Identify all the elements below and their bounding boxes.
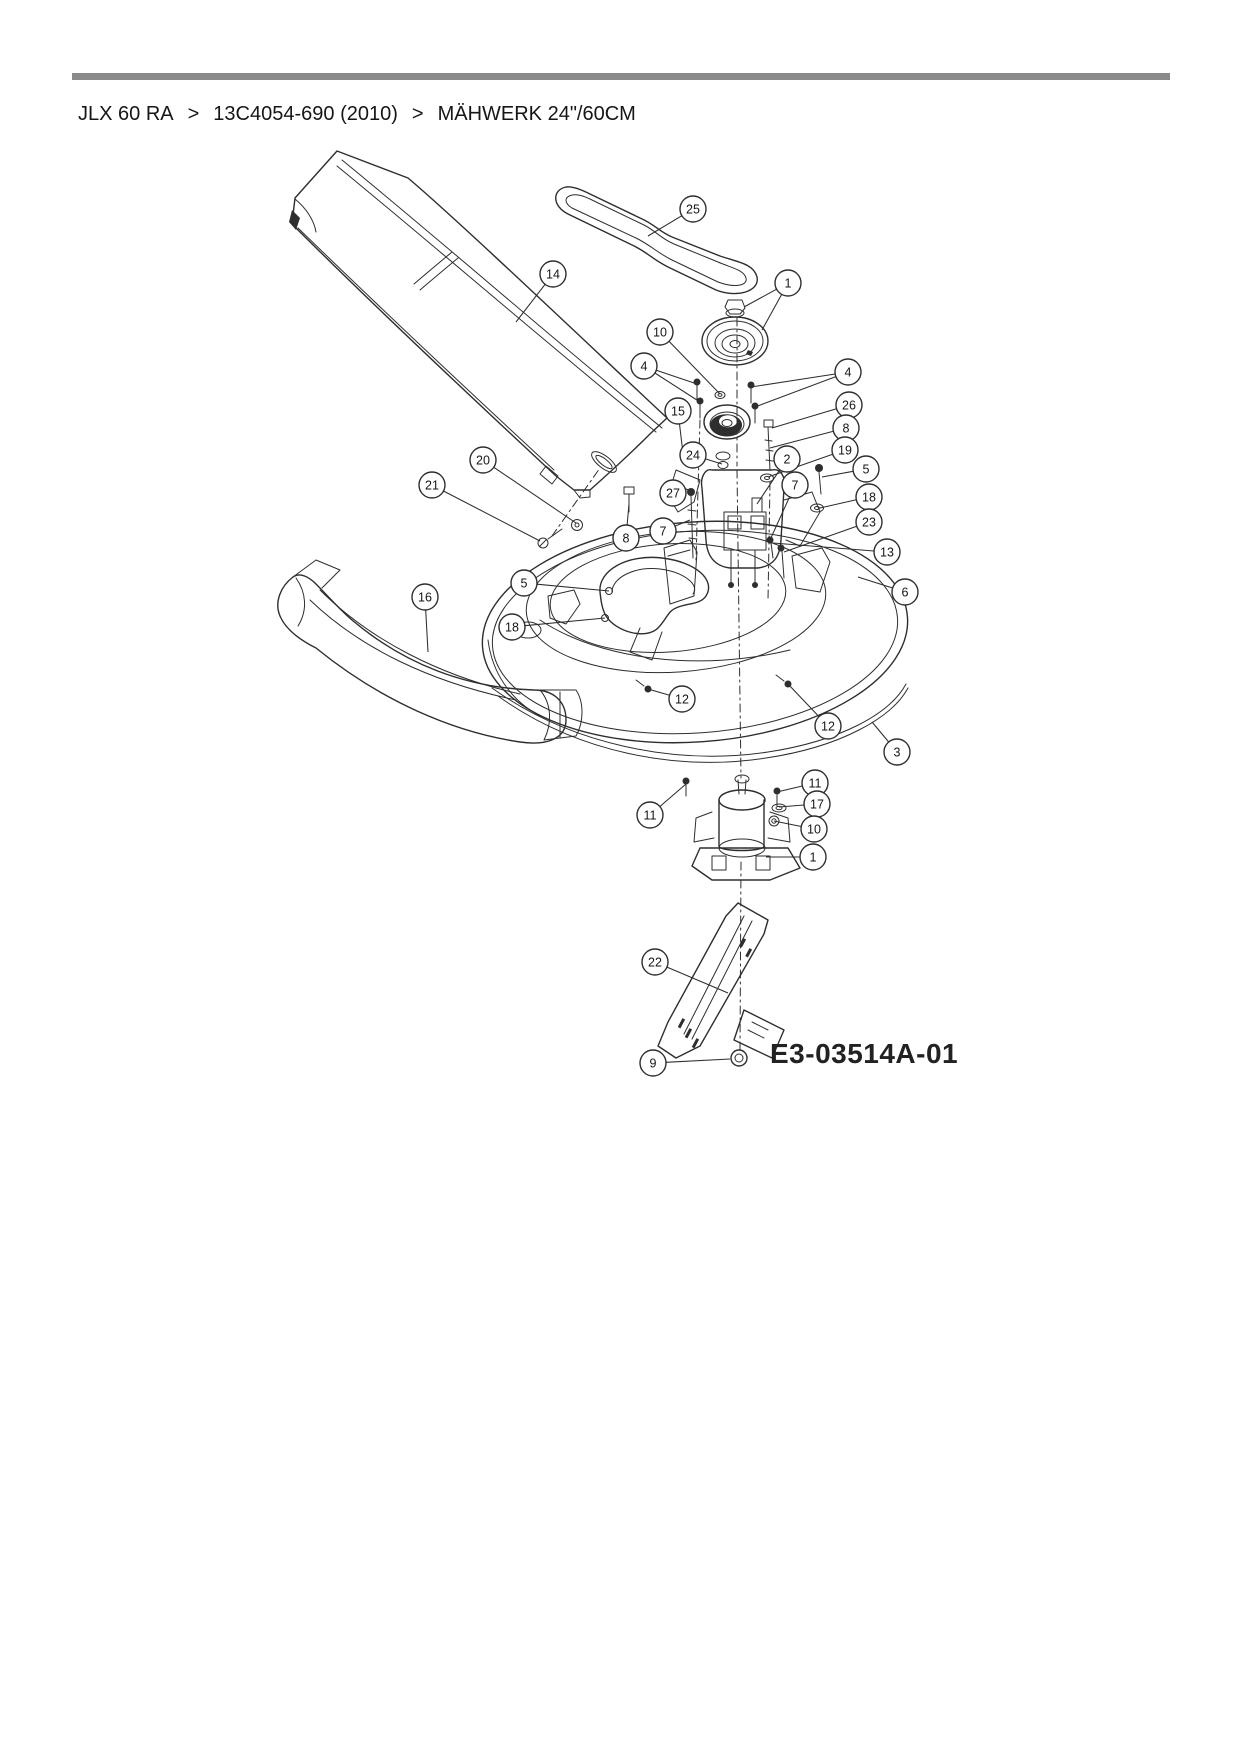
callout-number: 6 (901, 585, 909, 600)
callout-leader-1 (762, 294, 782, 330)
callout-number: 15 (671, 404, 685, 419)
callout-leader-7 (770, 497, 790, 540)
breadcrumb-separator: > (411, 103, 424, 125)
callout-number: 19 (838, 443, 852, 458)
callout-leader-9 (666, 1059, 730, 1062)
callout-number: 7 (791, 478, 799, 493)
breadcrumb-separator: > (187, 103, 200, 125)
drive-belt (556, 187, 758, 294)
callout-number: 9 (649, 1056, 657, 1071)
callout-number: 14 (546, 267, 560, 282)
callout-leader-26 (772, 409, 837, 428)
callout-leader-18 (525, 618, 605, 626)
callout-leader-6 (858, 577, 893, 588)
callout-leader-16 (426, 610, 428, 652)
callout-number: 26 (842, 398, 856, 413)
callout-leader-8 (770, 431, 833, 448)
callout-number: 3 (893, 745, 901, 760)
callout-number: 25 (686, 202, 700, 217)
callout-number: 27 (666, 486, 680, 501)
callout-number: 4 (844, 365, 852, 380)
mower-blade (658, 903, 784, 1066)
callout-leader-11 (777, 786, 802, 792)
callout-leader-21 (444, 491, 541, 541)
callout-number: 16 (418, 590, 432, 605)
callout-number: 12 (821, 719, 835, 734)
callout-number: 1 (784, 276, 792, 291)
callout-number: 10 (807, 822, 821, 837)
callout-number: 22 (648, 955, 662, 970)
callout-leader-11 (660, 784, 686, 807)
callout-leader-12 (648, 689, 670, 695)
callout-leader-8 (627, 504, 629, 525)
breadcrumb-article[interactable]: 13C4054-690 (2010) (213, 103, 398, 125)
callout-number: 11 (808, 776, 822, 791)
callout-leader-4 (755, 377, 836, 407)
callout-number: 8 (842, 421, 850, 436)
callout-leader-4 (751, 374, 835, 387)
callout-number: 13 (880, 545, 894, 560)
callout-number: 8 (622, 531, 630, 546)
breadcrumb-assembly[interactable]: MÄHWERK 24"/60CM (437, 103, 636, 125)
callout-leader-1 (744, 289, 777, 307)
callout-number: 5 (862, 462, 870, 477)
callout-number: 1 (809, 850, 817, 865)
callout-leader-20 (494, 467, 576, 523)
callout-number: 10 (653, 325, 667, 340)
callout-leader-2 (757, 470, 780, 504)
callout-number: 7 (659, 524, 667, 539)
callout-leader-17 (779, 805, 804, 807)
callout-layer (412, 196, 918, 1076)
callout-number: 11 (643, 808, 657, 823)
callout-number: 20 (476, 453, 490, 468)
callout-number: 23 (862, 515, 876, 530)
breadcrumb-model[interactable]: JLX 60 RA (78, 103, 174, 125)
callout-number: 18 (862, 490, 876, 505)
engine-pulley (702, 300, 768, 365)
callout-number: 2 (783, 452, 791, 467)
callout-leader-22 (667, 967, 728, 993)
callout-number: 17 (810, 797, 824, 812)
callout-leader-5 (822, 471, 853, 477)
diagram-code-label: E3-03514A-01 (770, 1038, 959, 1069)
callout-leader-4 (656, 370, 697, 384)
idler-bearing-assembly (694, 379, 774, 483)
callout-number: 5 (520, 576, 528, 591)
callout-leader-3 (872, 722, 889, 742)
callout-number: 18 (505, 620, 519, 635)
callout-leader-18 (820, 500, 856, 508)
callout-leader-10 (669, 341, 720, 394)
callout-number: 12 (675, 692, 689, 707)
callout-number: 21 (425, 478, 439, 493)
callout-number: 4 (640, 359, 648, 374)
callout-number: 24 (686, 448, 700, 463)
